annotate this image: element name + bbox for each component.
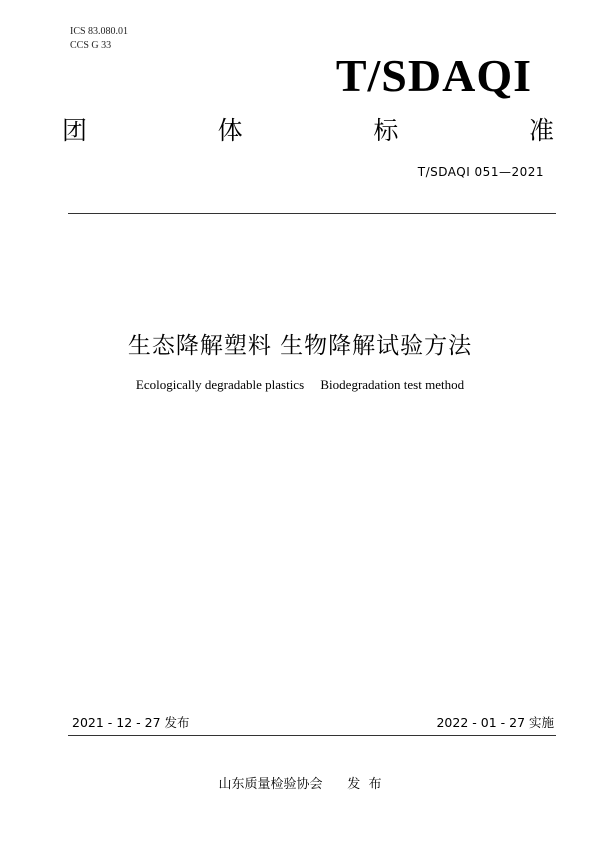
issue-date: 2021 - 12 - 27 发布 [72,715,190,730]
category-char-2: 体 [217,116,243,145]
classification-codes [70,25,128,53]
ics-code: ICS 83.080.01 [70,26,129,37]
header-divider [68,213,556,214]
standard-category [62,114,554,148]
organization-logo: T/SDAQI [335,50,532,101]
category-char-4: 准 [528,116,554,145]
footer-divider [68,735,556,736]
ccs-code: CCS G 33 [70,40,112,51]
publisher: 山东质量检验协会 发 布 [218,777,382,792]
title-chinese: 生态降解塑料 生物降解试验方法 [127,333,473,359]
category-char-1: 团 [62,116,88,145]
category-char-3: 标 [373,116,399,145]
standard-code: T/SDAQI 051—2021 [417,165,544,179]
implement-date: 2022 - 01 - 27 实施 [436,715,554,730]
title-english: Ecologically degradable plastics Biodegradation test method [135,377,465,392]
